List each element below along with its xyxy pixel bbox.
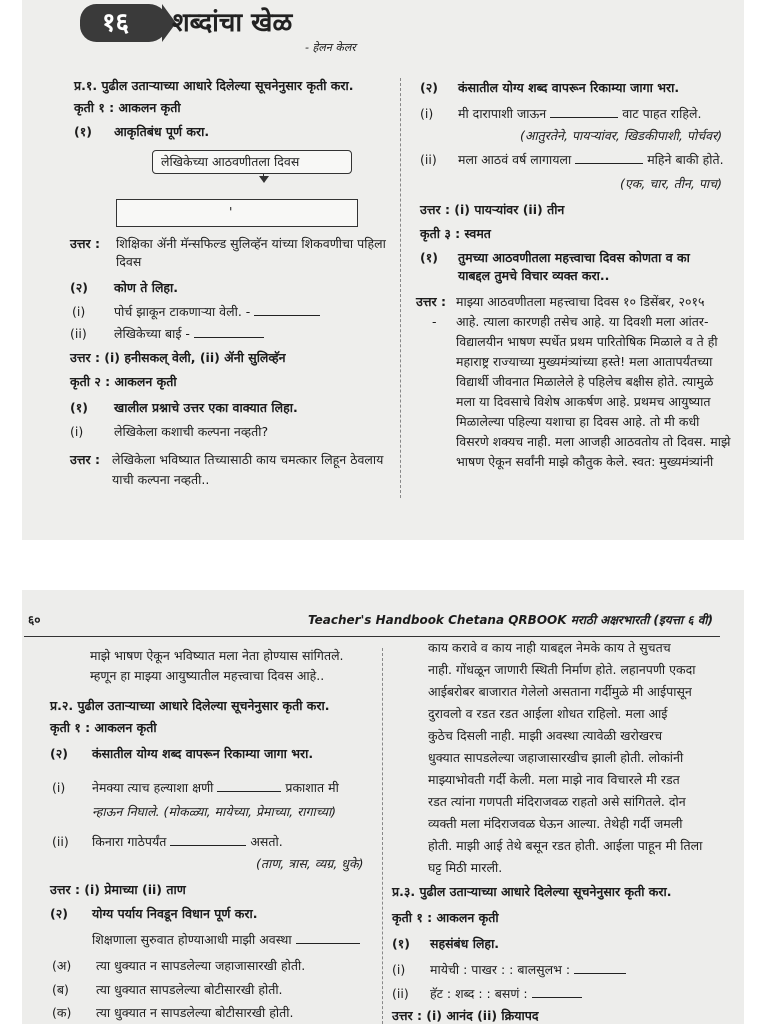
column-divider [400, 78, 401, 498]
item2-i-question: पोर्च झाकून टाकणाऱ्या वेली. - [114, 304, 320, 320]
r-q-line1: तुमच्या आठवणीतला महत्त्वाचा दिवस कोणता व का [458, 250, 690, 265]
br-i-question: मायेची : पाखर : : बालसुलभ : [430, 962, 626, 978]
concept-box-mark: ' [229, 204, 233, 219]
br-line-4: दुरावलो व रडत रडत आईला शोधत राहिलो. मला आई [428, 706, 668, 721]
br-ii-question: हॅट : शब्द : : बसणं : [430, 986, 582, 1002]
item3-number: (१) [70, 400, 88, 415]
b-ii-label: (ii) [52, 834, 69, 849]
header-rule [24, 636, 720, 637]
kruti3-heading: कृती ३ : स्वमत [420, 226, 491, 241]
br-line-1: काय करावे व काय नाही याबद्दल नेमके काय ते सुचतच [428, 640, 671, 655]
item3-i-question: लेखिकेला कशाची कल्पना नव्हती? [114, 424, 269, 439]
page-number: ६० [28, 613, 41, 627]
r-ii-label: (ii) [420, 152, 437, 167]
running-header: Teacher's Handbook Chetana QRBOOK मराठी अक्षरभारती (इयत्ता ६ वी) [308, 613, 714, 627]
r-answer-line-7: मिळालेल्या पहिल्या यशाचा हा दिवस आहे. तो मी कधी [456, 414, 700, 429]
r-answer-line-3: विद्यालयीन भाषण स्पर्धेत प्रथम पारितोषिक मिळाले व ते ही [456, 334, 718, 349]
r-q-line2: याबद्दल तुमचे विचार व्यक्त करा.. [458, 268, 610, 283]
answer3-line1: लेखिकेला भविष्यात तिच्यासाठी काय चमत्कार लिहून ठेवलाय [112, 452, 384, 467]
kruti1-heading: कृती १ : आकलन कृती [74, 100, 181, 115]
q1-heading: प्र.१. पुढील उताऱ्याच्या आधारे दिलेल्या सूचनेनुसार कृती करा. [74, 78, 354, 93]
concept-box-label: लेखिकेच्या आठवणीतला दिवस [161, 154, 300, 169]
item2-i-label: (i) [72, 304, 86, 319]
blank-line [575, 163, 643, 164]
q2-heading: प्र.२. पुढील उताऱ्याच्या आधारे दिलेल्या सूचनेनुसार कृती करा. [50, 698, 330, 713]
blank-line [254, 315, 320, 316]
br-line-8: रडत त्यांना गणपती मंदिराजवळ राहतो असे सांगितले. दोन [428, 794, 686, 809]
br-line-10: होती. माझी आई तेथे बसून रडत होती. आईला पाहून मी तिला [428, 838, 703, 853]
b-ii-question: किनारा गाठेपर्यंत असतो. [92, 834, 283, 849]
item3-instruction: खालील प्रश्नाचे उत्तर एका वाक्यात लिहा. [114, 400, 298, 415]
b-item3-line2: शिक्षणाला सुरुवात होण्याआधी माझी अवस्था [92, 932, 360, 948]
br-line-5: कुठेच दिसली नाही. माझी अवस्था त्यावेळी खरोखरच [428, 728, 663, 743]
answer3-label: उत्तर : [70, 452, 100, 467]
r-answer-line-4: महाराष्ट्र राज्याच्या मुख्यमंत्र्यांच्या हस्ते! मला आतापर्यंतच्या [456, 354, 713, 369]
concept-box-empty [116, 199, 358, 227]
item2-instruction: कोण ते लिहा. [114, 280, 179, 295]
br-line-3: आईबरोबर बाजारात गेलेलो असताना गर्दीमुळे मी आईपासून [428, 684, 692, 699]
q3-heading: प्र.३. पुढील उताऱ्याच्या आधारे दिलेल्या सूचनेनुसार कृती करा. [392, 884, 672, 899]
br-line-6: धुक्यात सापडलेल्या जहाजासारखीच झाली होती. लोकांनी [428, 750, 684, 765]
r-q-number: (१) [420, 250, 438, 265]
kruti2-heading: कृती २ : आकलन कृती [70, 374, 177, 389]
r-ii-options: (एक, चार, तीन, पाच) [620, 176, 722, 191]
br-i-label: (i) [392, 962, 406, 977]
br-line-11: घट्ट मिठी मारली. [428, 860, 503, 875]
r-i-question: मी दारापाशी जाऊन वाट पाहत राहिले. [458, 106, 702, 121]
r-answer-line-9: भाषण ऐकून सर्वांनी माझे कौतुक केले. स्वत: मुख्यमंत्र्यांनी [456, 454, 714, 469]
blank-line [532, 997, 582, 998]
r-answer-line-6: मला या दिवसाचे विशेष आकर्षण आहे. प्रथमच आयुष्यात [456, 394, 711, 409]
option-c-label: (क) [52, 1005, 72, 1020]
r-item2-number: (२) [420, 80, 438, 95]
r-answer-line-2: आहे. त्याला कारणही तसेच आहे. या दिवशी मला आंतर- [456, 314, 709, 329]
br-ii-label: (ii) [392, 986, 409, 1001]
r-i-label: (i) [420, 106, 434, 121]
blank-line [170, 845, 246, 846]
concept-arrow [259, 176, 269, 183]
b-i-question: नेमक्या त्याच हल्याशा क्षणी प्रकाशात मी [92, 780, 339, 795]
b-item2-number: (२) [50, 746, 68, 761]
option-b-label: (ब) [52, 982, 69, 997]
answer2: उत्तर : (i) हनीसकल् वेली, (ii) ॲनी सुलिव्हॅन [70, 350, 286, 365]
column-divider [382, 648, 383, 1024]
blank-line [550, 117, 618, 118]
br-item1-instruction: सहसंबंध लिहा. [430, 936, 500, 951]
item1-number: (१) [74, 124, 92, 139]
r-answer-label: उत्तर : [416, 294, 446, 309]
r-answer-line-5: विद्यार्थी जीवनात मिळालेले हे पहिलेच बक्षीस होते. त्यामुळे [456, 374, 714, 389]
b-answer: उत्तर : (i) प्रेमाच्या (ii) ताण [50, 882, 186, 897]
b-item2-instruction: कंसातील योग्य शब्द वापरून रिकाम्या जागा भरा. [92, 746, 314, 761]
br-line-7: माझ्याभोवती गर्दी केली. मला माझे नाव विचारले मी रडत [428, 772, 680, 787]
item1-instruction: आकृतिबंध पूर्ण करा. [114, 124, 210, 139]
blank-line [217, 791, 281, 792]
item2-ii-label: (ii) [70, 326, 87, 341]
answer1-line2: दिवस [116, 254, 142, 269]
r-answer-dash: - [432, 314, 437, 329]
br-item1-number: (१) [392, 936, 410, 951]
r-ii-question: मला आठवं वर्ष लागायला महिने बाकी होते. [458, 152, 724, 167]
blank-line [296, 943, 360, 944]
answer3-line2: याची कल्पना नव्हती.. [112, 472, 210, 487]
blank-line [574, 973, 626, 974]
option-a-text: त्या धुक्यात न सापडलेल्या जहाजासारखी होती. [96, 958, 306, 973]
b-item3-instruction: योग्य पर्याय निवडून विधान पूर्ण करा. [92, 906, 258, 921]
concept-box-filled [152, 150, 352, 174]
chapter-title: शब्दांचा खेळ [172, 8, 293, 38]
chapter-number-badge: १६ [80, 4, 168, 42]
b-i-line2: न्हाऊन निघाले. (मोकळ्या, मायेच्या, प्रेमाच्या, रागाच्या) [92, 804, 337, 819]
option-c-text: त्या धुक्यात न सापडलेल्या बोटीसारखी होती. [96, 1005, 294, 1020]
r-i-options: (आतुरतेने, पायऱ्यांवर, खिडकीपाशी, पोर्चवर) [520, 128, 723, 143]
r-answer-line-1: माझ्या आठवणीतला महत्त्वाचा दिवस १० डिसेंबर, २०१५ [456, 294, 705, 309]
b-item3-number: (२) [50, 906, 68, 921]
b-kruti1-heading: कृती १ : आकलन कृती [50, 720, 157, 735]
r-item2-instruction: कंसातील योग्य शब्द वापरून रिकाम्या जागा भरा. [458, 80, 680, 95]
br-line-2: नाही. गोंधळून जाणारी स्थिती निर्माण होते. लहानपणी एकदा [428, 662, 696, 677]
br-kruti1-heading: कृती १ : आकलन कृती [392, 910, 499, 925]
answer-label: उत्तर : [70, 236, 100, 251]
br-answer: उत्तर : (i) आनंद (ii) क्रियापद [392, 1008, 539, 1023]
item3-i-label: (i) [70, 424, 84, 439]
r-answer: उत्तर : (i) पायऱ्यांवर (ii) तीन [420, 202, 565, 217]
chapter-author: - हेलन केलर [305, 41, 356, 54]
cont-line2: म्हणून हा माझ्या आयुष्यातील महत्त्वाचा दिवस आहे.. [90, 668, 325, 683]
cont-line1: माझे भाषण ऐकून भविष्यात मला नेता होण्यास सांगितले. [90, 648, 344, 663]
r-answer-line-8: विसरणे शक्यच नाही. मला आजही आठवतोय तो दिवस. माझे [456, 434, 731, 449]
item2-ii-question: लेखिकेच्या बाई - [114, 326, 264, 342]
option-a-label: (अ) [52, 958, 72, 973]
br-line-9: व्यक्ती मला मंदिराजवळ घेऊन आल्या. तेथेही गर्दी जमली [428, 816, 683, 831]
option-b-text: त्या धुक्यात सापडलेल्या बोटीसारखी होती. [96, 982, 283, 997]
b-ii-options: (ताण, त्रास, व्यग्र, धुके) [256, 856, 364, 871]
blank-line [194, 337, 264, 338]
item2-number: (२) [70, 280, 88, 295]
b-i-label: (i) [52, 780, 66, 795]
answer1-line1: शिक्षिका ॲनी मॅन्सफिल्ड सुलिव्हॅन यांच्या शिकवणीचा पहिला [116, 236, 386, 251]
top-page [22, 0, 744, 540]
